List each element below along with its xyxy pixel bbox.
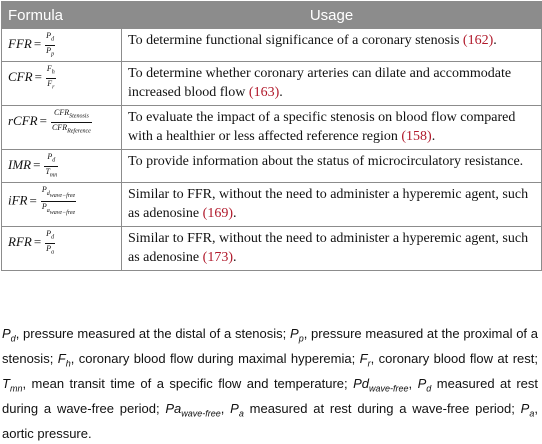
formula-fraction (41, 185, 76, 218)
usage-period: . (232, 250, 237, 266)
denominator-subscript: a (51, 249, 55, 256)
header-formula: Formula (2, 2, 122, 29)
formula-numerator: $F_h$ (46, 64, 56, 79)
usage-text: To determine whether coronary arteries can dilate and accommodate increased blood flow (128, 66, 512, 101)
footnote-subscript: d (426, 383, 432, 394)
footnote-symbol: $P_d$ (2, 326, 16, 344)
footnote-text: , mean transit time of a specific flow and temperature; (22, 376, 354, 392)
footnote-text: , (220, 401, 231, 417)
table-row (2, 150, 542, 183)
table-row (2, 29, 542, 62)
denominator-subscript: awave−free (46, 207, 76, 216)
formula-cell (2, 150, 122, 183)
table-body (2, 29, 542, 271)
usage-period: . (493, 33, 497, 48)
formula-cell (2, 227, 122, 271)
table-row (2, 62, 542, 106)
formula-denominator: $T_{mn}$ (45, 166, 58, 179)
formula-cell (2, 183, 122, 227)
footnote-subscript: mn (9, 383, 23, 394)
formula-lhs: RFR (8, 234, 32, 250)
formula-denominator: $P_a$ (46, 243, 55, 256)
formula-numerator: $P_d$ (45, 229, 55, 244)
footnote-subscript: d (10, 333, 16, 344)
formula-fraction (44, 152, 58, 180)
usage-text: To provide information about the status of microcirculatory resistance. (128, 154, 524, 170)
footnote-subscript: a (529, 408, 535, 419)
formula-numerator: $P_d$ (44, 152, 58, 167)
usage-reference: (169) (202, 206, 233, 222)
footnote-symbol: $Pd_{wave-free}$ (353, 376, 409, 394)
formula-numerator: $P_{d_{wave-free}}$ (41, 185, 76, 202)
usage-cell (122, 150, 542, 183)
formula-cell (2, 62, 122, 106)
usage-text: Similar to FFR, without the need to administer a hyperemic agent, such as adenosine (128, 187, 529, 222)
usage-reference: (158) (401, 129, 432, 145)
usage-cell (122, 62, 542, 106)
footnote-text: , pressure measured at the distal of a stenosis; (15, 326, 291, 341)
usage-text: To determine functional significance of a coronary stenosis (128, 33, 463, 48)
formula-cell (2, 29, 122, 62)
usage-cell (122, 29, 542, 62)
footnote-text: , coronary blood flow during maximal hyperemia; (70, 351, 360, 367)
formula-denominator: $P_{a_{wave-free}}$ (41, 202, 76, 216)
denominator-subscript-2: wave−free (49, 209, 76, 216)
formula-equals: = (29, 192, 37, 208)
footnote-text: , aortic pressure. (2, 401, 538, 442)
footnote-subscript: wave-free (369, 383, 409, 394)
usage-reference: (163) (248, 85, 280, 101)
formula-denominator: $P_p$ (46, 45, 55, 58)
formula-lhs: FFR (8, 36, 32, 52)
formula-equals: = (34, 69, 42, 85)
formula-denominator: $F_r$ (47, 78, 55, 91)
usage-cell (122, 106, 542, 150)
formula-fraction (45, 31, 55, 59)
numerator-subscript: dwave−free (46, 190, 76, 200)
numerator-subscript-2: wave−free (49, 193, 76, 200)
formula-numerator: $P_d$ (45, 31, 55, 46)
denominator-subscript: Reference (67, 128, 91, 135)
table-row (2, 106, 542, 150)
table-row (2, 183, 542, 227)
footnote-subscript: a (238, 408, 244, 419)
footnote-symbol: $F_h$ (57, 351, 71, 369)
footnote-subscript: h (65, 358, 71, 369)
numerator-subscript: Stenosis (69, 113, 89, 120)
formula-equals: = (39, 113, 47, 129)
table-header-row (2, 2, 542, 29)
denominator-subscript: p (51, 51, 55, 58)
formula-table (1, 1, 542, 271)
formula-fraction (51, 108, 92, 136)
footnote-symbol: $T_{mn}$ (2, 376, 23, 394)
usage-cell (122, 183, 542, 227)
formula-lhs: rCFR (8, 113, 38, 129)
numerator-subscript: d (51, 234, 55, 241)
footnote-subscript: wave-free (181, 408, 221, 419)
formula-lhs: CFR (8, 69, 33, 85)
usage-text: To evaluate the impact of a specific stenosis on blood flow compared with a healthier or less affected reference region (128, 110, 516, 145)
footnote-text: measured at rest during a wave-free period; (243, 401, 521, 417)
footnote-subscript: p (298, 333, 304, 344)
footnote-symbol: $P_a$ (520, 401, 535, 419)
header-usage: Usage (122, 2, 542, 29)
formula-equals: = (33, 234, 42, 250)
table-row (2, 227, 542, 271)
footnote-text: , (408, 376, 418, 392)
formula-cell (2, 106, 122, 150)
denominator-subscript: mn (49, 172, 58, 179)
footnote-symbol: $P_p$ (290, 326, 304, 344)
usage-period: . (431, 129, 436, 145)
formula-denominator: $CFR_{Reference}$ (51, 122, 91, 135)
numerator-subscript: d (52, 157, 56, 164)
table-footnote (2, 324, 538, 444)
formula-fraction (45, 229, 55, 257)
numerator-subscript: h (51, 69, 55, 76)
numerator-subscript: d (51, 36, 55, 43)
footnote-text: measured at rest during a wave-free period; (2, 376, 539, 417)
formula-lhs: IMR (8, 157, 32, 173)
formula-fraction (46, 64, 56, 92)
footnote-text: , pressure measured at the proximal of a stenosis; (2, 326, 539, 367)
formula-table-container (1, 1, 541, 271)
formula-lhs: iFR (8, 192, 28, 208)
formula-equals: = (33, 157, 41, 173)
formula-equals: = (33, 36, 42, 52)
footnote-symbol: $P_d$ (417, 376, 432, 394)
usage-cell (122, 227, 542, 271)
formula-numerator: $CFR_{Stenosis}$ (51, 108, 92, 123)
usage-period: . (232, 206, 237, 222)
usage-reference: (162) (462, 33, 494, 48)
footnote-subscript: r (367, 358, 371, 369)
denominator-subscript: r (52, 84, 55, 91)
usage-text: Similar to FFR, without the need to administer a hyperemic agent, such as adenosine (128, 231, 529, 266)
footnote-symbol: $F_r$ (359, 351, 371, 369)
footnote-text: , coronary blood flow at rest; (370, 351, 538, 367)
usage-reference: (173) (202, 250, 233, 266)
footnote-symbol: $Pa_{wave-free}$ (165, 401, 221, 419)
footnote-symbol: $P_a$ (230, 401, 244, 419)
usage-period: . (279, 85, 283, 101)
